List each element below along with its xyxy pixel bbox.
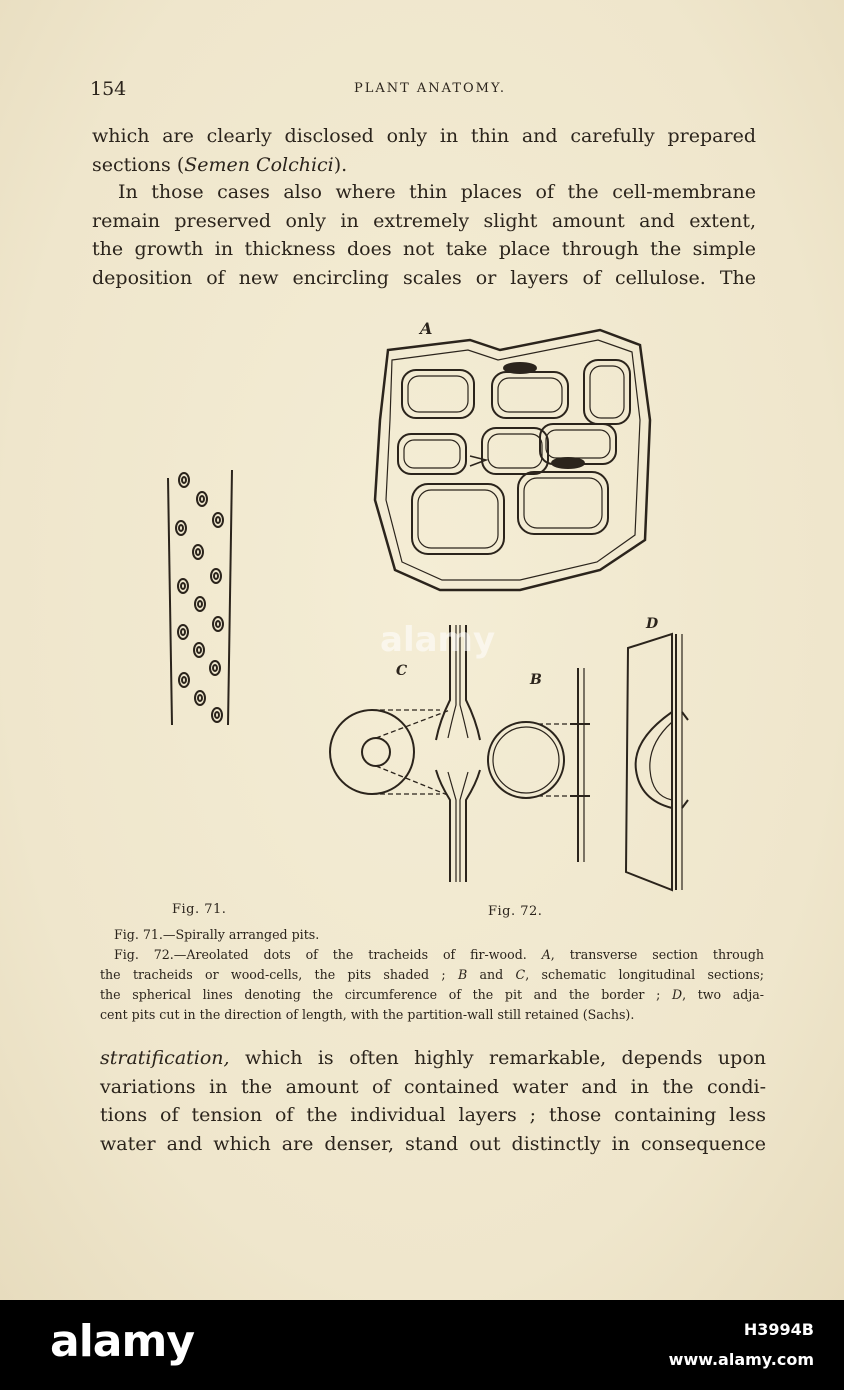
alamy-logo[interactable]: alamy	[50, 1316, 194, 1367]
paragraph-3-line-1	[100, 1044, 766, 1073]
paragraph-2	[92, 178, 756, 292]
caption-fig72-line-4: cent pits cut in the direction of length, with the partition-wall still retained (Sachs).	[100, 1007, 635, 1022]
fig72-a-drawing	[375, 330, 650, 590]
fig72-c-label: C	[396, 663, 408, 679]
fig72-d-label: D	[646, 616, 659, 632]
stock-photo-footer	[0, 1300, 844, 1390]
fig72-label: Fig. 72.	[488, 904, 543, 919]
site-url[interactable]: www.alamy.com	[668, 1350, 814, 1369]
fig71-label: Fig. 71.	[172, 902, 227, 917]
caption-italic: C	[515, 967, 526, 982]
paragraph-3-line-4: water and which are denser, stand out distinctly in consequence	[100, 1132, 766, 1155]
caption-text: the spherical lines denoting the circumference of the pit and the border ;	[100, 987, 672, 1002]
caption-text: Fig. 72.—Areolated dots of the tracheids of fir-wood.	[114, 947, 542, 962]
paragraph-3	[100, 1044, 766, 1158]
paragraph-2-line: the growth in thickness does not take place through the simple	[92, 238, 756, 260]
paragraph-2-line: In those cases also where thin places of the cell-membrane	[118, 181, 756, 203]
paragraph-2-line: remain preserved only in extremely slight amount and extent,	[92, 209, 756, 232]
page-header	[90, 78, 770, 102]
line-text: ).	[333, 153, 348, 176]
figure-illustrations	[0, 300, 844, 920]
caption-italic: A	[541, 947, 551, 962]
paragraph-3-line-2: variations in the amount of contained water and in the condi-	[100, 1075, 766, 1098]
watermark: alamy	[380, 620, 496, 660]
paragraph-1-line-1: which are clearly disclosed only in thin and carefully prepared	[92, 125, 756, 147]
caption-fig72-line-3	[100, 985, 764, 1005]
line-text: sections (	[92, 153, 185, 176]
fig72-d-drawing	[626, 634, 688, 890]
caption-text: and	[467, 967, 516, 982]
page-number: 154	[90, 78, 127, 100]
caption-text: the tracheids or wood-cells, the pits shaded ;	[100, 967, 458, 982]
caption-fig72-line-2	[100, 965, 764, 985]
figure-captions	[100, 925, 764, 1025]
paragraph-1	[92, 122, 756, 179]
caption-text: , schematic longitudinal sections;	[525, 967, 764, 982]
italic-word: stratification,	[100, 1047, 230, 1069]
paragraph-2-line: deposition of new encircling scales or layers of cellulose. The	[92, 266, 756, 289]
fig72-a-label: A	[420, 319, 433, 338]
fig71-drawing	[168, 470, 232, 725]
running-head: PLANT ANATOMY.	[353, 81, 507, 96]
caption-fig72-line-1	[100, 945, 764, 965]
caption-fig71: Fig. 71.—Spirally arranged pits.	[114, 927, 320, 942]
caption-italic: D	[671, 987, 683, 1002]
paragraph-1-line-2	[92, 151, 756, 180]
image-id: H3994B	[743, 1320, 814, 1339]
caption-italic: B	[457, 967, 468, 982]
line-text: which is often highly remarkable, depends upon	[229, 1047, 766, 1069]
caption-text: , transverse section through	[550, 947, 764, 962]
fig72-b-drawing	[488, 668, 590, 862]
caption-text: , two adja-	[682, 987, 764, 1002]
paragraph-3-line-3: tions of tension of the individual layers ; those containing less	[100, 1104, 766, 1126]
italic-latin-name: Semen Colchici	[184, 153, 334, 176]
fig72-b-label: B	[530, 672, 542, 688]
